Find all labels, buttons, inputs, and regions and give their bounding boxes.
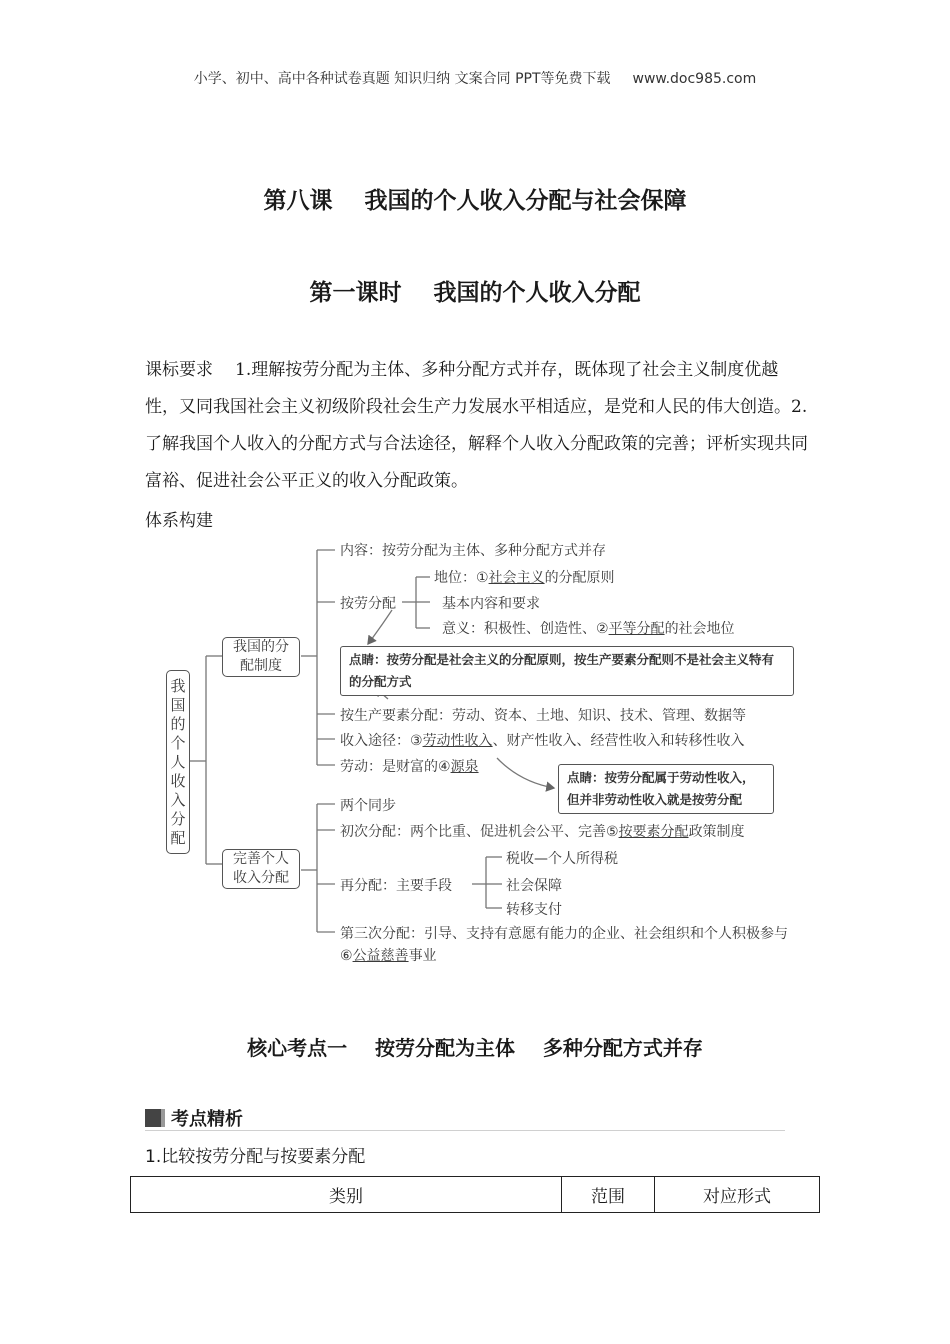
system-label: 体系构建 (145, 511, 213, 531)
lesson-title: 第八课 我国的个人收入分配与社会保障 (263, 188, 687, 214)
position-prefix: 地位：① (434, 570, 489, 586)
position-key: 社会主义 (488, 570, 545, 586)
node-tax: 税收—个人所得税 (506, 851, 618, 867)
first-suffix: 政策制度 (688, 824, 745, 840)
root-label: 我国的个人收入分配 (170, 677, 186, 847)
section-marker-icon (145, 1109, 163, 1127)
labor-prefix: 劳动：是财富的④ (340, 759, 451, 775)
branch2-label: 完善个人收入分配 (233, 851, 289, 886)
curriculum-standard (145, 352, 810, 500)
table-header-scope: 范围 (562, 1177, 655, 1213)
standard-label: 课标要求 (145, 360, 213, 380)
node-basic: 基本内容和要求 (442, 596, 540, 612)
note-1: 点睛：按劳分配是社会主义的分配原则，按生产要素分配则不是社会主义特有的分配方式 (340, 646, 794, 696)
first-key: 按要素分配 (618, 824, 689, 840)
meaning-suffix: 的社会地位 (664, 621, 735, 637)
comparison-table (130, 1176, 820, 1213)
route-prefix: 收入途径：③ (340, 733, 423, 749)
node-factor: 按生产要素分配：劳动、资本、土地、知识、技术、管理、数据等 (340, 708, 746, 724)
table-header-category: 类别 (131, 1177, 562, 1213)
node-third (340, 923, 790, 967)
period-title: 第一课时 我国的个人收入分配 (309, 280, 641, 306)
node-route (340, 730, 745, 750)
section-divider (145, 1130, 785, 1131)
note-2: 点睛：按劳分配属于劳动性收入，但并非劳动性收入就是按劳分配 (558, 764, 774, 814)
node-sync: 两个同步 (340, 798, 396, 814)
root-node (166, 670, 190, 854)
section-heading (145, 1106, 243, 1130)
page-header (0, 68, 950, 88)
subheading: 1.比较按劳分配与按要素分配 (145, 1147, 366, 1167)
node-redistribution: 再分配：主要手段 (340, 878, 452, 894)
node-labor (340, 756, 479, 776)
section-label: 考点精析 (171, 1109, 243, 1130)
third-prefix: 第三次分配：引导、支持有意愿有能力的企业、社会组织和个人积极参与⑥ (340, 926, 788, 964)
header-site[interactable]: www.doc985.com (632, 71, 757, 87)
node-position (434, 567, 615, 587)
first-prefix: 初次分配：两个比重、促进机会公平、完善⑤ (340, 824, 619, 840)
route-key: 劳动性收入 (422, 733, 493, 749)
standard-text: 1.理解按劳分配为主体、多种分配方式并存，既体现了社会主义制度优越性，又同我国社会主义初级阶段社会生产力发展水平相适应，是党和人民的伟大创造。2.了解我国个人收入的分配方式与合法途径，解释个人收入分配政策的完善；评析实现共同富裕、促进社会公平正义的收入分配政策。 (145, 360, 808, 491)
node-first (340, 821, 745, 841)
third-suffix: 事业 (408, 948, 437, 964)
position-suffix: 的分配原则 (544, 570, 615, 586)
branch-improve-distribution (222, 849, 300, 889)
labor-key: 源泉 (450, 759, 479, 775)
node-social: 社会保障 (506, 878, 562, 894)
table-header-form: 对应形式 (655, 1177, 820, 1213)
node-transfer: 转移支付 (506, 902, 562, 918)
meaning-prefix: 意义：积极性、创造性、② (442, 621, 609, 637)
third-key: 公益慈善 (352, 948, 409, 964)
meaning-key: 平等分配 (608, 621, 665, 637)
core-topic-title: 核心考点一 按劳分配为主体 多种分配方式并存 (247, 1036, 703, 1060)
branch-distribution-system (222, 637, 300, 677)
node-anlao: 按劳分配 (340, 596, 396, 612)
node-meaning (442, 618, 735, 638)
node-content: 内容：按劳分配为主体、多种分配方式并存 (340, 543, 606, 559)
route-suffix: 、财产性收入、经营性收入和转移性收入 (492, 733, 745, 749)
table-header-row (131, 1177, 820, 1213)
branch1-label: 我国的分配制度 (233, 639, 289, 674)
mind-map (160, 536, 800, 970)
header-text: 小学、初中、高中各种试卷真题 知识归纳 文案合同 PPT等免费下载 (193, 71, 611, 87)
